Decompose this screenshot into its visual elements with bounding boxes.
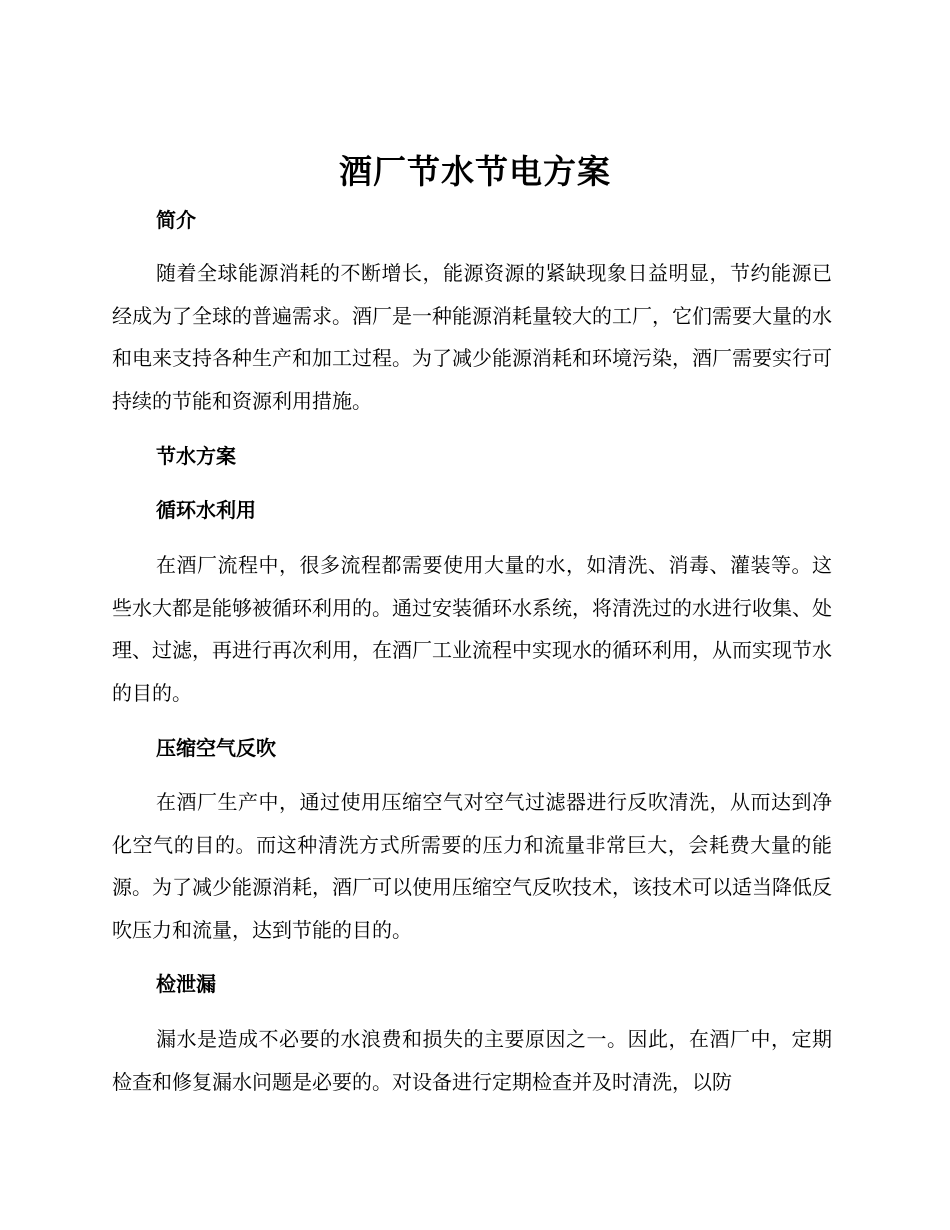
section-heading-compressed-air: 压缩空气反吹 [156,736,276,760]
paragraph-leak-detection: 漏水是造成不必要的水浪费和损失的主要原因之一。因此，在酒厂中，定期检查和修复漏水问题是必要的。对设备进行定期检查并及时清洗，以防 [112,1027,832,1094]
document-title: 酒厂节水节电方案 [339,152,611,191]
section-heading-water-saving: 节水方案 [156,444,236,468]
section-heading-leak-detection: 检泄漏 [156,972,216,996]
paragraph-intro: 随着全球能源消耗的不断增长，能源资源的紧缺现象日益明显，节约能源已经成为了全球的普遍需求。酒厂是一种能源消耗量较大的工厂，它们需要大量的水和电来支持各种生产和加工过程。为了减少能源消耗和环境污染，酒厂需要实行可持续的节能和资源利用措施。 [112,261,832,414]
section-heading-water-recycling: 循环水利用 [156,498,256,522]
paragraph-water-recycling: 在酒厂流程中，很多流程都需要使用大量的水，如清洗、消毒、灌装等。这些水大都是能够被循环利用的。通过安装循环水系统，将清洗过的水进行收集、处理、过滤，再进行再次利用，在酒厂工业流程中实现水的循环利用，从而实现节水的目的。 [112,553,832,706]
paragraph-compressed-air: 在酒厂生产中，通过使用压缩空气对空气过滤器进行反吹清洗，从而达到净化空气的目的。而这种清洗方式所需要的压力和流量非常巨大，会耗费大量的能源。为了减少能源消耗，酒厂可以使用压缩空气反吹技术，该技术可以适当降低反吹压力和流量，达到节能的目的。 [112,790,832,943]
section-heading-intro: 简介 [156,208,196,232]
